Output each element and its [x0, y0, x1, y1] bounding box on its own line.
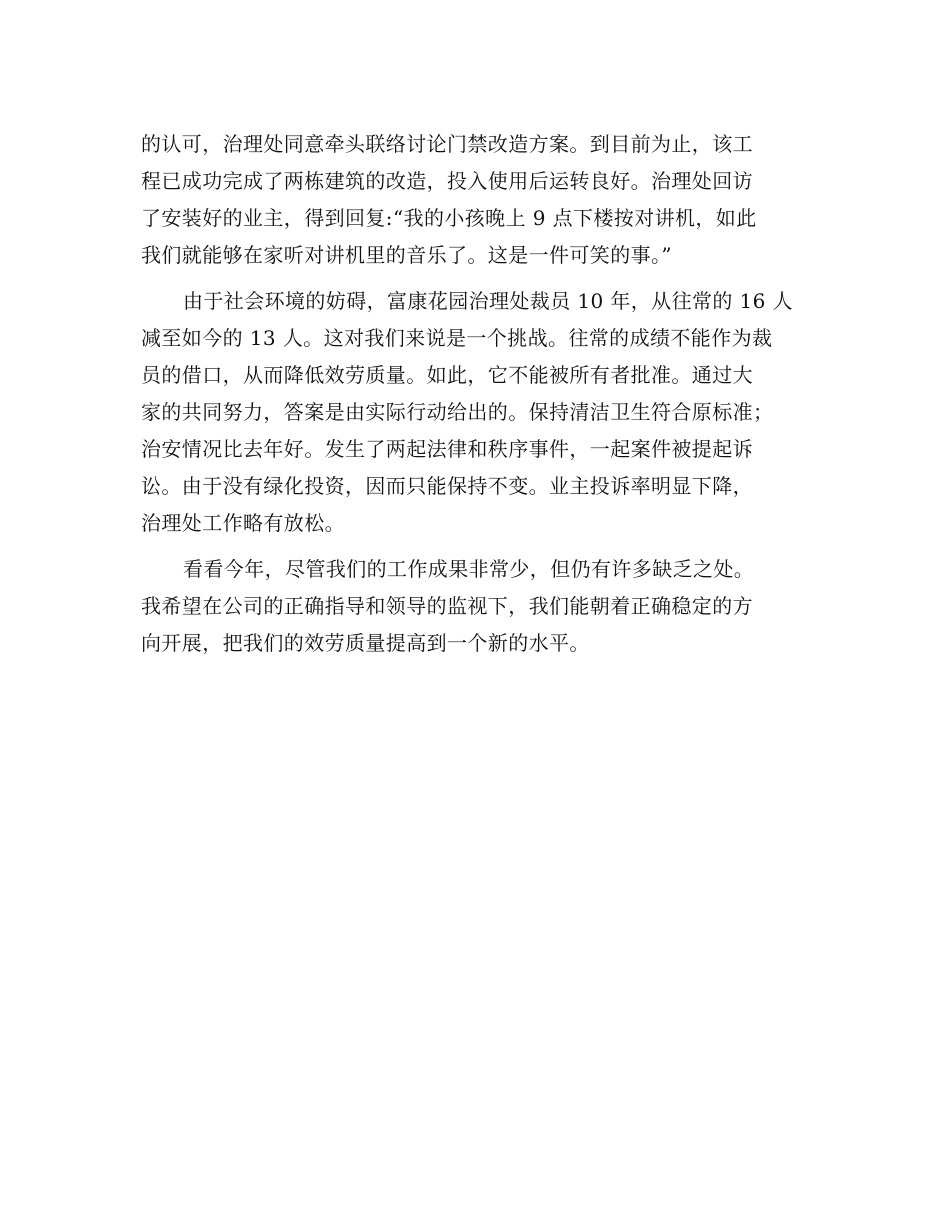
- document-body: [141, 126, 821, 662]
- paragraph-1-line: 程已成功完成了两栋建筑的改造，投入使用后运转良好。治理处回访: [141, 169, 753, 193]
- paragraph-2-line: 由于社会环境的妨碍，富康花园治理处裁员 10 年，从往常的 16 人: [183, 289, 793, 313]
- paragraph-2-line: 治理处工作略有放松。: [141, 511, 345, 535]
- paragraph-2-line: 家的共同努力，答案是由实际行动给出的。保持清洁卫生符合原标准；: [141, 400, 774, 424]
- paragraph-1-line: 了安装好的业主，得到回复:“我的小孩晚上 9 点下楼按对讲机，如此: [141, 206, 757, 230]
- paragraph-3: [141, 551, 821, 662]
- paragraph-2-line: 治安情况比去年好。发生了两起法律和秩序事件，一起案件被提起诉: [141, 437, 753, 461]
- paragraph-2-line: 讼。由于没有绿化投资，因而只能保持不变。业主投诉率明显下降，: [141, 474, 753, 498]
- paragraph-2-line: 减至如今的 13 人。这对我们来说是一个挑战。往常的成绩不能作为裁: [141, 326, 773, 350]
- paragraph-3-line: 我希望在公司的正确指导和领导的监视下，我们能朝着正确稳定的方: [141, 594, 753, 618]
- paragraph-1-line: 的认可，治理处同意牵头联络讨论门禁改造方案。到目前为止，该工: [141, 132, 753, 156]
- paragraph-3-line: 向开展，把我们的效劳质量提高到一个新的水平。: [141, 631, 590, 655]
- paragraph-spacer: [141, 542, 821, 551]
- paragraph-2: [141, 283, 821, 542]
- paragraph-2-line: 员的借口，从而降低效劳质量。如此，它不能被所有者批准。通过大: [141, 363, 753, 387]
- paragraph-spacer: [141, 274, 821, 283]
- paragraph-1: [141, 126, 821, 274]
- paragraph-3-line: 看看今年，尽管我们的工作成果非常少，但仍有许多缺乏之处。: [183, 557, 755, 581]
- paragraph-1-line: 我们就能够在家听对讲机里的音乐了。这是一件可笑的事。”: [141, 243, 673, 267]
